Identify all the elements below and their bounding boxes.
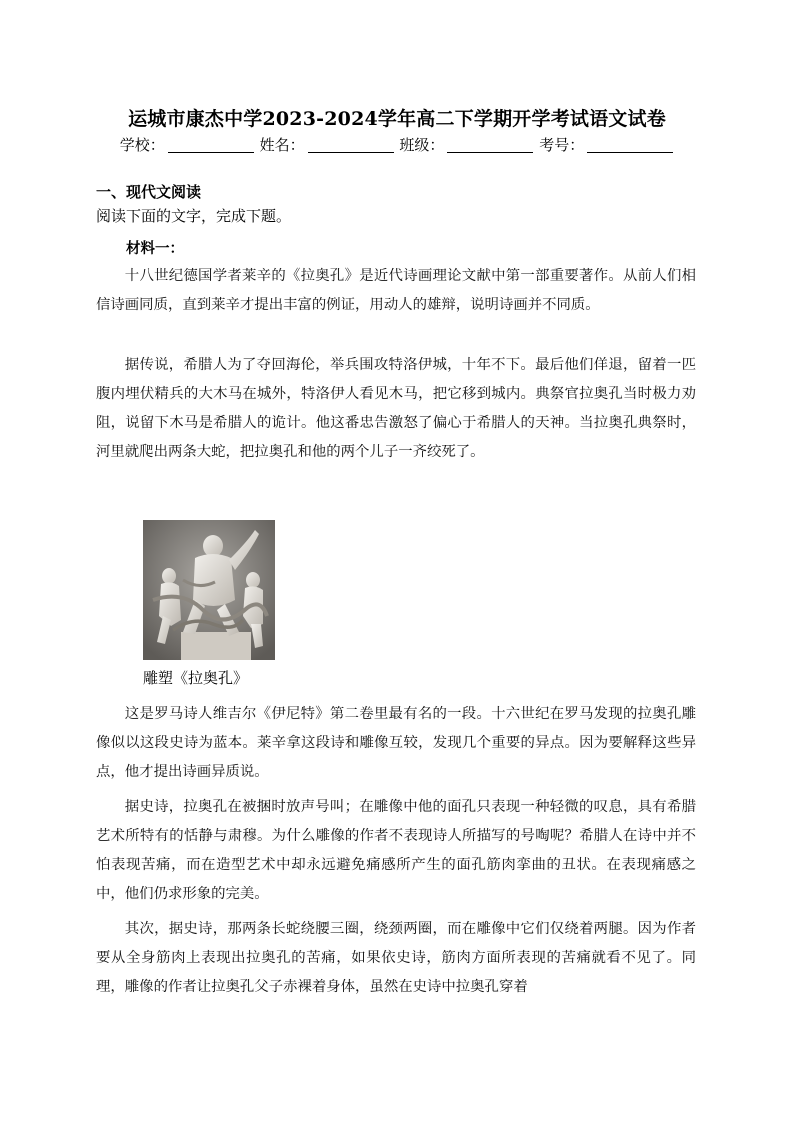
laocoon-sculpture-image bbox=[143, 520, 275, 660]
paragraph-5: 其次，据史诗，那两条长蛇绕腰三圈，绕颈两圈，而在雕像中它们仅绕着两腿。因为作者要从全身筋肉上表现出拉奥孔的苦痛，如果依史诗，筋肉方面所表现的苦痛就看不见了。同理，雕像的作者让拉奥孔父子赤裸着身体，虽然在史诗中拉奥孔穿着 bbox=[96, 921, 696, 995]
student-info-line bbox=[0, 134, 794, 155]
school-label: 学校： bbox=[119, 136, 165, 154]
number-blank[interactable] bbox=[587, 138, 673, 153]
class-label: 班级： bbox=[399, 136, 445, 154]
name-label: 姓名： bbox=[259, 136, 305, 154]
paragraph-4: 据史诗，拉奥孔在被捆时放声号叫；在雕像中他的面孔只表现一种轻微的叹息，具有希腊艺术所特有的恬静与肃穆。为什么雕像的作者不表现诗人所描写的号啕呢？希腊人在诗中并不怕表现苦痛，而在造型艺术中却永远避免痛感所产生的面孔筋肉挛曲的丑状。在表现痛感之中，他们仍求形象的完美。 bbox=[96, 799, 696, 902]
exam-title: 运城市康杰中学2023-2024学年高二下学期开学考试语文试卷 bbox=[128, 108, 666, 130]
class-blank[interactable] bbox=[447, 138, 533, 153]
paragraph-1: 十八世纪德国学者莱辛的《拉奥孔》是近代诗画理论文献中第一部重要著作。从前人们相信诗画同质，直到莱辛才提出丰富的例证，用动人的雄辩，说明诗画并不同质。 bbox=[96, 268, 696, 313]
section-instruction: 阅读下面的文字，完成下题。 bbox=[96, 207, 292, 225]
paragraph-3: 这是罗马诗人维吉尔《伊尼特》第二卷里最有名的一段。十六世纪在罗马发现的拉奥孔雕像似以这段史诗为蓝本。莱辛拿这段诗和雕像互较，发现几个重要的异点。因为要解释这些异点，他才提出诗画异质说。 bbox=[96, 706, 696, 780]
material-label: 材料一： bbox=[126, 240, 184, 257]
figure-caption: 雕塑《拉奥孔》 bbox=[143, 669, 249, 687]
school-blank[interactable] bbox=[168, 138, 254, 153]
paragraph-2: 据传说，希腊人为了夺回海伦，举兵围攻特洛伊城，十年不下。最后他们佯退，留着一匹腹内埋伏精兵的大木马在城外，特洛伊人看见木马，把它移到城内。典祭官拉奥孔当时极力劝阻，说留下木马是希腊人的诡计。他这番忠告激怒了偏心于希腊人的天神。当拉奥孔典祭时，河里就爬出两条大蛇，把拉奥孔和他的两个儿子一齐绞死了。 bbox=[96, 357, 696, 460]
section-heading: 一、现代文阅读 bbox=[96, 183, 202, 201]
name-blank[interactable] bbox=[308, 138, 394, 153]
number-label: 考号： bbox=[539, 136, 585, 154]
